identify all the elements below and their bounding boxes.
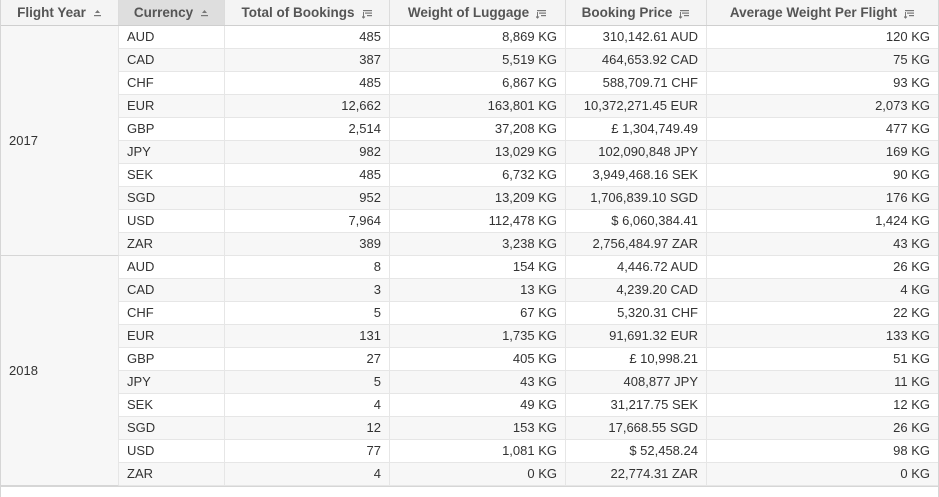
cell-bookings: 389 bbox=[225, 233, 390, 256]
cell-price: 17,668.55 SGD bbox=[566, 417, 707, 440]
column-header-label: Weight of Luggage bbox=[407, 5, 530, 20]
column-header-currency[interactable] bbox=[119, 0, 225, 25]
table-row[interactable] bbox=[119, 164, 938, 187]
cell-avg: 0 KG bbox=[707, 463, 938, 486]
cell-price: 588,709.71 CHF bbox=[566, 72, 707, 95]
cell-currency: CAD bbox=[119, 49, 225, 72]
column-header-year[interactable] bbox=[1, 0, 119, 25]
cell-luggage: 43 KG bbox=[390, 371, 566, 394]
cell-price: $ 6,060,384.41 bbox=[566, 210, 707, 233]
cell-avg: 2,073 KG bbox=[707, 95, 938, 118]
column-header-label: Currency bbox=[133, 5, 194, 20]
cell-bookings: 485 bbox=[225, 26, 390, 49]
cell-luggage: 154 KG bbox=[390, 256, 566, 279]
cell-avg: 51 KG bbox=[707, 348, 938, 371]
table-row[interactable] bbox=[119, 95, 938, 118]
cell-price: 408,877 JPY bbox=[566, 371, 707, 394]
cell-currency: SGD bbox=[119, 187, 225, 210]
cell-avg: 93 KG bbox=[707, 72, 938, 95]
cell-currency: AUD bbox=[119, 256, 225, 279]
cell-luggage: 13,029 KG bbox=[390, 141, 566, 164]
cell-bookings: 5 bbox=[225, 371, 390, 394]
cell-price: 22,774.31 ZAR bbox=[566, 463, 707, 486]
column-header-luggage[interactable] bbox=[390, 0, 566, 25]
cell-avg: 11 KG bbox=[707, 371, 938, 394]
table-row[interactable] bbox=[119, 417, 938, 440]
cell-currency: USD bbox=[119, 210, 225, 233]
cell-bookings: 485 bbox=[225, 164, 390, 187]
cell-avg: 75 KG bbox=[707, 49, 938, 72]
cell-avg: 120 KG bbox=[707, 26, 938, 49]
cell-currency: CAD bbox=[119, 279, 225, 302]
cell-bookings: 952 bbox=[225, 187, 390, 210]
cell-bookings: 3 bbox=[225, 279, 390, 302]
cell-currency: EUR bbox=[119, 325, 225, 348]
column-header-label: Flight Year bbox=[17, 5, 86, 20]
table-row[interactable] bbox=[119, 279, 938, 302]
cell-currency: JPY bbox=[119, 371, 225, 394]
cell-avg: 477 KG bbox=[707, 118, 938, 141]
cell-avg: 22 KG bbox=[707, 302, 938, 325]
cell-price: £ 1,304,749.49 bbox=[566, 118, 707, 141]
year-group bbox=[1, 256, 938, 486]
cell-price: 91,691.32 EUR bbox=[566, 325, 707, 348]
cell-price: 4,446.72 AUD bbox=[566, 256, 707, 279]
cell-luggage: 0 KG bbox=[390, 463, 566, 486]
cell-bookings: 77 bbox=[225, 440, 390, 463]
cell-price: 31,217.75 SEK bbox=[566, 394, 707, 417]
column-header-price[interactable] bbox=[566, 0, 707, 25]
cell-avg: 12 KG bbox=[707, 394, 938, 417]
column-header-avg[interactable] bbox=[707, 0, 938, 25]
sort-descending-icon[interactable] bbox=[362, 9, 373, 19]
cell-price: 2,756,484.97 ZAR bbox=[566, 233, 707, 256]
column-header-label: Average Weight Per Flight bbox=[729, 5, 898, 20]
cell-luggage: 6,732 KG bbox=[390, 164, 566, 187]
table-footer bbox=[1, 486, 938, 497]
cell-bookings: 387 bbox=[225, 49, 390, 72]
year-cell: 2017 bbox=[1, 26, 119, 256]
cell-bookings: 4 bbox=[225, 394, 390, 417]
cell-avg: 169 KG bbox=[707, 141, 938, 164]
cell-luggage: 8,869 KG bbox=[390, 26, 566, 49]
cell-avg: 133 KG bbox=[707, 325, 938, 348]
cell-avg: 98 KG bbox=[707, 440, 938, 463]
table-row[interactable] bbox=[119, 440, 938, 463]
cell-luggage: 1,081 KG bbox=[390, 440, 566, 463]
table-row[interactable] bbox=[119, 118, 938, 141]
table-row[interactable] bbox=[119, 233, 938, 256]
cell-luggage: 13 KG bbox=[390, 279, 566, 302]
table-body bbox=[1, 26, 938, 486]
cell-bookings: 485 bbox=[225, 72, 390, 95]
cell-price: 10,372,271.45 EUR bbox=[566, 95, 707, 118]
cell-luggage: 37,208 KG bbox=[390, 118, 566, 141]
cell-price: 4,239.20 CAD bbox=[566, 279, 707, 302]
cell-price: 3,949,468.16 SEK bbox=[566, 164, 707, 187]
table-header bbox=[1, 0, 938, 26]
cell-luggage: 112,478 KG bbox=[390, 210, 566, 233]
cell-luggage: 1,735 KG bbox=[390, 325, 566, 348]
cell-price: 5,320.31 CHF bbox=[566, 302, 707, 325]
sort-descending-icon[interactable] bbox=[679, 9, 690, 19]
cell-luggage: 6,867 KG bbox=[390, 72, 566, 95]
cell-price: $ 52,458.24 bbox=[566, 440, 707, 463]
table-row[interactable] bbox=[119, 348, 938, 371]
table-row[interactable] bbox=[119, 141, 938, 164]
cell-currency: CHF bbox=[119, 302, 225, 325]
table-row[interactable] bbox=[119, 325, 938, 348]
cell-avg: 26 KG bbox=[707, 256, 938, 279]
cell-currency: SEK bbox=[119, 164, 225, 187]
cell-luggage: 49 KG bbox=[390, 394, 566, 417]
cell-luggage: 153 KG bbox=[390, 417, 566, 440]
table-row[interactable] bbox=[119, 256, 938, 279]
cell-luggage: 3,238 KG bbox=[390, 233, 566, 256]
table-row[interactable] bbox=[119, 371, 938, 394]
column-header-label: Total of Bookings bbox=[241, 5, 355, 20]
cell-currency: JPY bbox=[119, 141, 225, 164]
sort-descending-icon[interactable] bbox=[904, 9, 915, 19]
cell-luggage: 5,519 KG bbox=[390, 49, 566, 72]
year-cell: 2018 bbox=[1, 256, 119, 486]
cell-luggage: 163,801 KG bbox=[390, 95, 566, 118]
table-row[interactable] bbox=[119, 72, 938, 95]
cell-bookings: 4 bbox=[225, 463, 390, 486]
column-header-label: Booking Price bbox=[581, 5, 673, 20]
cell-avg: 176 KG bbox=[707, 187, 938, 210]
table-row[interactable] bbox=[119, 302, 938, 325]
cell-price: 310,142.61 AUD bbox=[566, 26, 707, 49]
cell-avg: 90 KG bbox=[707, 164, 938, 187]
cell-price: 102,090,848 JPY bbox=[566, 141, 707, 164]
cell-avg: 43 KG bbox=[707, 233, 938, 256]
table-row[interactable] bbox=[119, 463, 938, 486]
cell-bookings: 12 bbox=[225, 417, 390, 440]
cell-price: 1,706,839.10 SGD bbox=[566, 187, 707, 210]
cell-avg: 4 KG bbox=[707, 279, 938, 302]
cell-currency: ZAR bbox=[119, 233, 225, 256]
cell-bookings: 7,964 bbox=[225, 210, 390, 233]
sort-ascending-icon[interactable] bbox=[200, 10, 209, 18]
table-row[interactable] bbox=[119, 49, 938, 72]
cell-price: £ 10,998.21 bbox=[566, 348, 707, 371]
cell-luggage: 405 KG bbox=[390, 348, 566, 371]
cell-bookings: 12,662 bbox=[225, 95, 390, 118]
cell-luggage: 13,209 KG bbox=[390, 187, 566, 210]
cell-price: 464,653.92 CAD bbox=[566, 49, 707, 72]
year-group bbox=[1, 26, 938, 256]
cell-currency: ZAR bbox=[119, 463, 225, 486]
cell-avg: 1,424 KG bbox=[707, 210, 938, 233]
cell-bookings: 982 bbox=[225, 141, 390, 164]
cell-currency: SGD bbox=[119, 417, 225, 440]
cell-currency: AUD bbox=[119, 26, 225, 49]
sort-descending-icon[interactable] bbox=[536, 9, 547, 19]
cell-luggage: 67 KG bbox=[390, 302, 566, 325]
cell-bookings: 8 bbox=[225, 256, 390, 279]
cell-bookings: 5 bbox=[225, 302, 390, 325]
sort-ascending-icon[interactable] bbox=[93, 10, 102, 18]
table-row[interactable] bbox=[119, 187, 938, 210]
table-row[interactable] bbox=[119, 26, 938, 49]
cell-currency: EUR bbox=[119, 95, 225, 118]
cell-currency: GBP bbox=[119, 118, 225, 141]
cell-currency: SEK bbox=[119, 394, 225, 417]
column-header-bookings[interactable] bbox=[225, 0, 390, 25]
cell-currency: USD bbox=[119, 440, 225, 463]
cell-bookings: 27 bbox=[225, 348, 390, 371]
table-row[interactable] bbox=[119, 210, 938, 233]
table-row[interactable] bbox=[119, 394, 938, 417]
cell-bookings: 131 bbox=[225, 325, 390, 348]
cell-currency: GBP bbox=[119, 348, 225, 371]
cell-bookings: 2,514 bbox=[225, 118, 390, 141]
cell-avg: 26 KG bbox=[707, 417, 938, 440]
cell-currency: CHF bbox=[119, 72, 225, 95]
